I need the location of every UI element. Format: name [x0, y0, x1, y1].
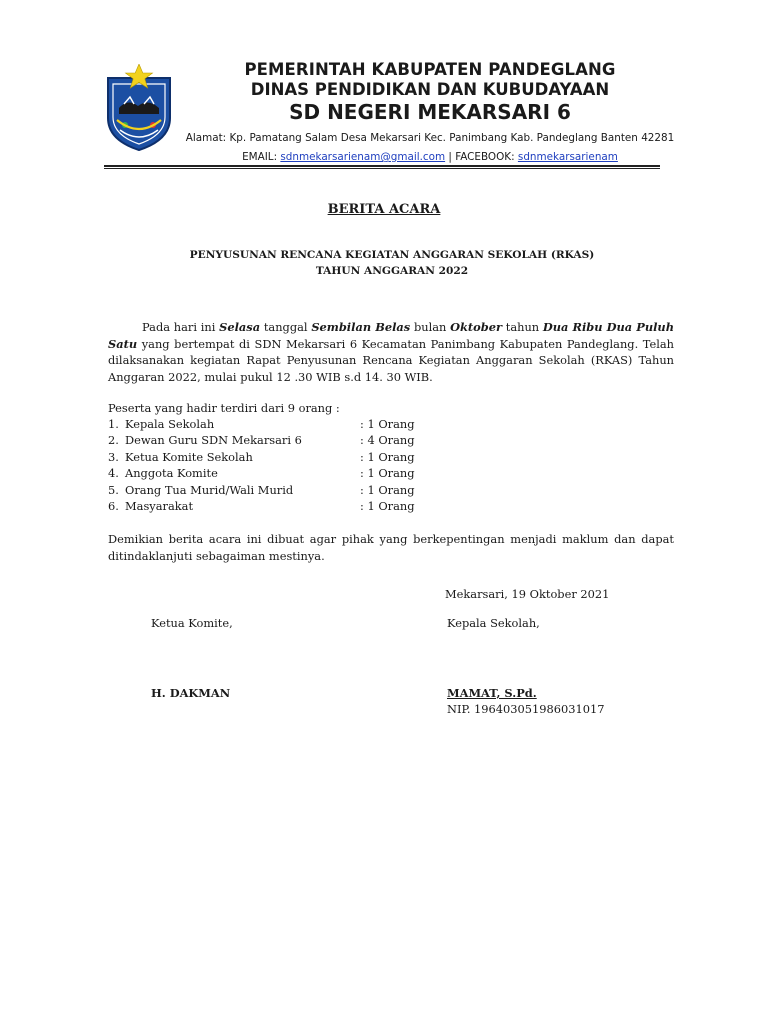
item-number: 6. — [108, 498, 119, 513]
letterhead-rule-thick — [104, 165, 660, 167]
participant-count: : 1 Orang — [360, 449, 415, 464]
participant-role: Masyarakat — [125, 498, 194, 513]
participant-role: Kepala Sekolah — [125, 417, 215, 431]
document-title: BERITA ACARA — [327, 202, 441, 217]
participant-count: : 4 Orang — [360, 433, 415, 448]
pandeglang-emblem-icon — [104, 64, 174, 152]
list-item — [108, 432, 508, 448]
document-subtitle-line1: PENYUSUNAN RENCANA KEGIATAN ANGGARAN SEKOLAH (RKAS) — [189, 249, 595, 261]
item-number: 1. — [108, 417, 119, 431]
signature-label-principal: Kepala Sekolah, — [447, 616, 540, 630]
letterhead-government: PEMERINTAH KABUPATEN PANDEGLANG — [244, 60, 616, 79]
participant-count: : 1 Orang — [360, 482, 415, 497]
opening-text-4: tahun — [502, 320, 543, 334]
opening-text-3: bulan — [410, 320, 451, 334]
opening-date-words: Sembilan Belas — [311, 320, 411, 334]
email-link[interactable]: sdnmekarsarienam@gmail.com — [280, 151, 446, 163]
participant-count: : 1 Orang — [360, 466, 415, 481]
facebook-link[interactable]: sdnmekarsarienam — [517, 151, 618, 163]
opening-text-5: yang bertempat di SDN Mekarsari 6 Kecamatan Panimbang Kabupaten Pandeglang. Telah dilaksanakan kegiatan Rapat Penyusunan Rencana Kegiatan Anggaran Sekolah (RKAS) Tahun Anggaran 2022, mulai pukul 12 .30 WIB s.d 14. 30 WIB. — [108, 336, 674, 384]
opening-day: Selasa — [219, 320, 261, 334]
participants-list — [108, 416, 508, 514]
opening-paragraph — [108, 319, 674, 385]
letterhead-school-name: SD NEGERI MEKARSARI 6 — [289, 100, 571, 124]
list-item — [108, 416, 508, 432]
participant-role: Dewan Guru SDN Mekarsari 6 — [125, 433, 302, 448]
list-item — [108, 449, 508, 465]
signatory-name-committee: H. DAKMAN — [151, 686, 231, 700]
item-number: 3. — [108, 449, 119, 464]
list-item — [108, 482, 508, 498]
signature-label-committee: Ketua Komite, — [151, 616, 233, 630]
participant-count: : 1 Orang — [360, 417, 415, 431]
item-number: 2. — [108, 433, 119, 448]
letterhead-address: Alamat: Kp. Pamatang Salam Desa Mekarsari Kec. Panimbang Kab. Pandeglang Banten 42281 — [185, 132, 675, 144]
facebook-label: | FACEBOOK: — [445, 151, 518, 163]
opening-year-words: Dua Ribu Dua Puluh Satu — [108, 320, 674, 351]
letterhead-department: DINAS PENDIDIKAN DAN KUBUDAYAAN — [250, 80, 610, 99]
letterhead-rule-thin — [104, 168, 660, 169]
place-date: Mekarsari, 19 Oktober 2021 — [445, 587, 610, 601]
opening-text-2: tanggal — [260, 320, 312, 334]
participant-role: Anggota Komite — [125, 466, 218, 481]
principal-nip: NIP. 196403051986031017 — [447, 702, 605, 716]
closing-paragraph: Demikian berita acara ini dibuat agar pihak yang berkepentingan menjadi maklum dan dapat ditindaklanjuti sebagaiman mestinya. — [108, 532, 674, 563]
document-subtitle-line2: TAHUN ANGGARAN 2022 — [315, 265, 469, 277]
participant-role: Orang Tua Murid/Wali Murid — [125, 482, 294, 497]
list-item — [108, 498, 508, 514]
opening-text-1: Pada hari ini — [142, 320, 220, 334]
item-number: 5. — [108, 482, 119, 497]
letterhead — [180, 60, 680, 124]
participants-intro: Peserta yang hadir terdiri dari 9 orang : — [108, 401, 340, 415]
opening-month: Oktober — [450, 320, 502, 334]
item-number: 4. — [108, 466, 119, 481]
participant-role: Ketua Komite Sekolah — [125, 449, 253, 464]
participant-count: : 1 Orang — [360, 498, 415, 513]
signatory-name-principal: MAMAT, S.Pd. — [447, 686, 537, 700]
letterhead-contact — [180, 150, 680, 164]
list-item — [108, 465, 508, 481]
email-label: EMAIL: — [242, 151, 281, 163]
